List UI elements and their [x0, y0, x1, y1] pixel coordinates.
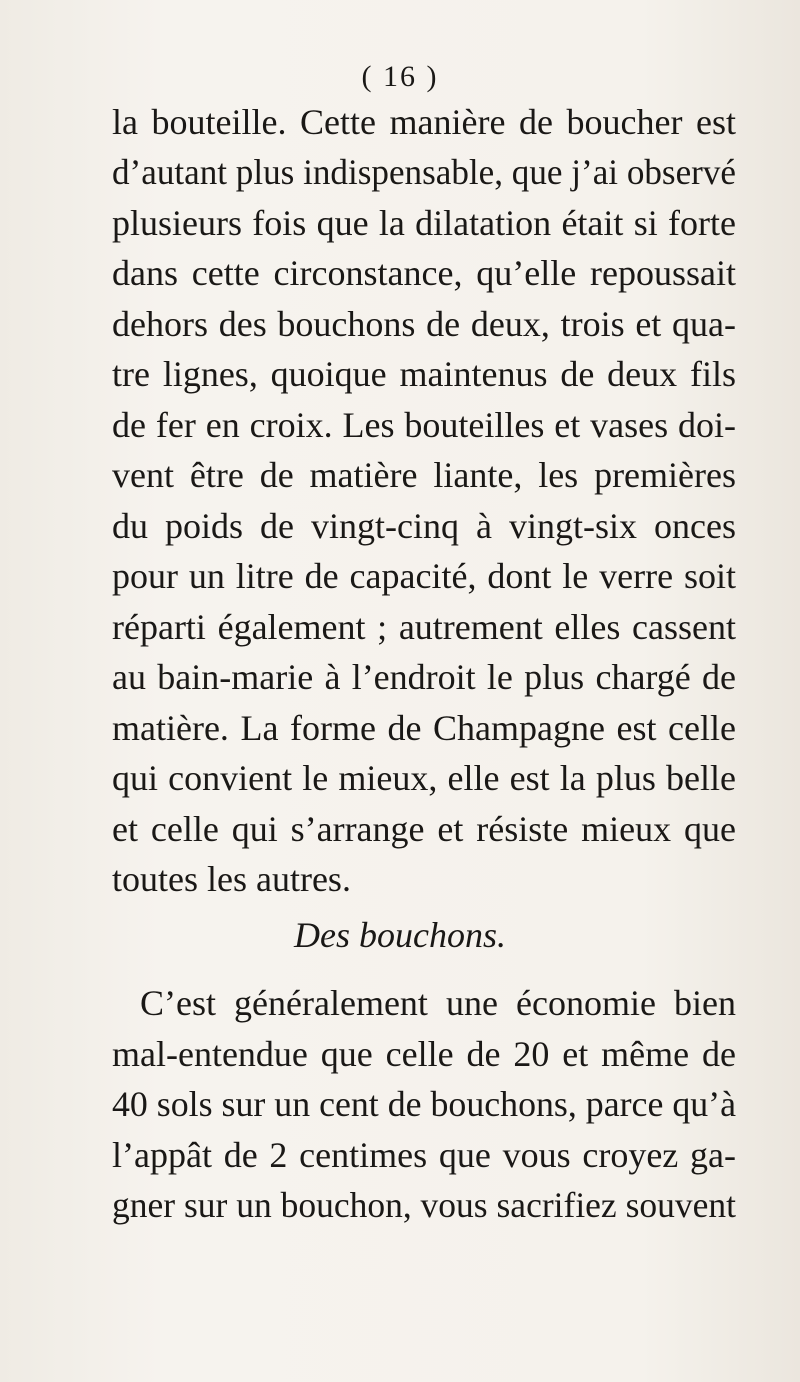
text-line: de fer en croix. Les bouteilles et vases doi- — [112, 405, 736, 445]
text-line: vent être de matière liante, les premières — [112, 455, 736, 495]
text-line: C’est généralement une économie bien — [140, 983, 736, 1023]
text-line: matière. La forme de Champagne est celle — [112, 708, 736, 748]
section-heading: Des bouchons. — [294, 915, 506, 955]
text-line: plusieurs fois que la dilatation était si forte — [112, 203, 736, 243]
text-line: d’autant plus indispensable, que j’ai observé — [112, 152, 736, 192]
text-line: au bain-marie à l’endroit le plus chargé de — [112, 657, 736, 697]
text-line: dans cette circonstance, qu’elle repoussait — [112, 253, 736, 293]
text-line: pour un litre de capacité, dont le verre soit — [112, 556, 736, 596]
text-line-last: toutes les autres. — [112, 859, 351, 899]
text-line: l’appât de 2 centimes que vous croyez ga- — [112, 1135, 736, 1175]
text-line: gner sur un bouchon, vous sacrifiez souvent — [112, 1185, 736, 1225]
text-line: 40 sols sur un cent de bouchons, parce qu’à — [112, 1084, 736, 1124]
text-line: tre lignes, quoique maintenus de deux fils — [112, 354, 736, 394]
text-line: qui convient le mieux, elle est la plus belle — [112, 758, 736, 798]
text-line: la bouteille. Cette manière de boucher est — [112, 102, 736, 142]
text-line: et celle qui s’arrange et résiste mieux que — [112, 809, 736, 849]
text-line: réparti également ; autrement elles cassent — [112, 607, 736, 647]
text-line: du poids de vingt-cinq à vingt-six onces — [112, 506, 736, 546]
text-line: mal-entendue que celle de 20 et même de — [112, 1034, 736, 1074]
text-line: dehors des bouchons de deux, trois et qua- — [112, 304, 736, 344]
page-number: ( 16 ) — [361, 60, 439, 93]
